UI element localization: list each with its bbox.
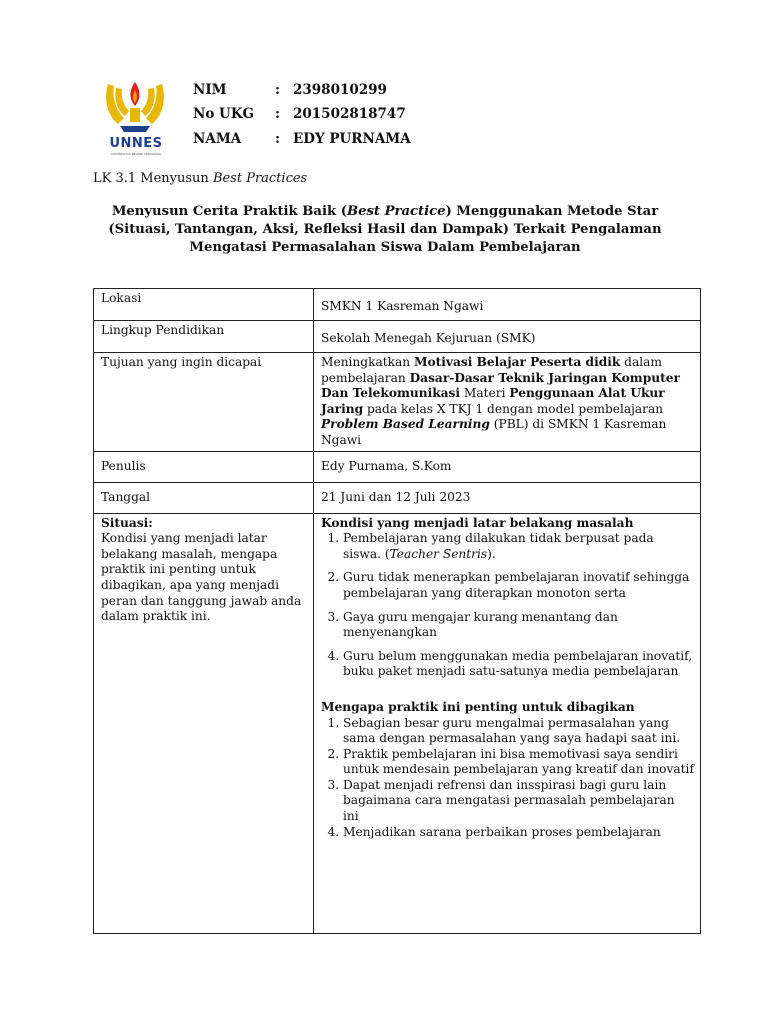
tujuan-value: Meningkatkan Motivasi Belajar Peserta didik dalam pembelajaran Dasar-Dasar Teknik Jaringan Komputer Dan Telekomunikasi Materi Penggunaan Alat Ukur Jaring pada kelas X TKJ 1 dengan model pembelajaran Problem Based Learning (PBL) di SMKN 1 Kasreman Ngawi [314,353,701,452]
nim-colon: : [275,82,280,98]
nim-label: NIM [193,82,227,98]
kondisi-list [321,531,694,680]
table-row [94,451,701,482]
kondisi-title: Kondisi yang menjadi latar belakang masalah [321,515,634,530]
nama-value: EDY PURNAMA [293,131,411,147]
nama-row [193,131,411,147]
document-title: Menyusun Cerita Praktik Baik (Best Practice) Menggunakan Metode Star (Situasi, Tantangan, Aksi, Refleksi Hasil dan Dampak) Terkait Pengalaman Mengatasi Permasalahan Siswa Dalam Pembelajaran [108,204,662,255]
situasi-title: Situasi: [101,515,153,530]
logo-wordmark: UNNES [109,136,163,151]
penulis-value: Edy Purnama, S.Kom [314,451,701,482]
tujuan-label: Tujuan yang ingin dicapai [94,353,314,452]
tanggal-value: 21 Juni dan 12 Juli 2023 [314,482,701,513]
list-item: 4. Menjadikan sarana perbaikan proses pembelajaran [343,825,694,841]
no-ukg-row [193,106,406,122]
penulis-label: Penulis [94,451,314,482]
situasi-label-cell [94,513,314,933]
lokasi-value: SMKN 1 Kasreman Ngawi [314,289,701,321]
nama-label: NAMA [193,131,242,147]
tanggal-label: Tanggal [94,482,314,513]
nim-row [193,82,387,98]
table-row [94,482,701,513]
list-item: 1. Sebagian besar guru mengalmai permasalahan yang sama dengan permasalahan yang saya hadapi saat ini. [343,716,694,747]
list-item: 2. Praktik pembelajaran ini bisa memotivasi saya sendiri untuk mendesain pembelajaran yang kreatif dan inovatif [343,747,694,778]
table-row [94,289,701,321]
star-table [93,288,701,934]
logo-subtext: UNIVERSITAS NEGERI SEMARANG [111,152,161,156]
no-ukg-value: 201502818747 [293,106,406,122]
table-row [94,321,701,353]
situasi-description: Kondisi yang menjadi latar belakang masalah, mengapa praktik ini penting untuk dibagikan, apa yang menjadi peran dan tanggung jawab anda dalam praktik ini. [101,531,302,624]
table-row [94,353,701,452]
lokasi-label: Lokasi [94,289,314,321]
list-item: 3. Dapat menjadi refrensi dan insspirasi bagi guru lain bagaimana cara mengatasi permasalah pembelajaran ini [343,778,694,825]
mengapa-title: Mengapa praktik ini penting untuk dibagikan [321,699,635,714]
lk-subtitle: LK 3.1 Menyusun Best Practices [93,171,308,186]
lingkup-value: Sekolah Menegah Kejuruan (SMK) [314,321,701,353]
list-item: 4. Guru belum menggunakan media pembelajaran inovatif, buku paket menjadi satu-satunya media pembelajaran [343,649,694,680]
lingkup-label: Lingkup Pendidikan [94,321,314,353]
list-item: 1. Pembelajaran yang dilakukan tidak berpusat pada siswa. (Teacher Sentris). [343,531,694,562]
table-row [94,513,701,933]
no-ukg-label: No UKG [193,106,255,122]
situasi-content-cell [314,513,701,933]
list-item: 2. Guru tidak menerapkan pembelajaran inovatif sehingga pembelajaran yang diterapkan monoton serta [343,570,694,601]
no-ukg-colon: : [275,106,280,122]
list-item: 3. Gaya guru mengajar kurang menantang dan menyenangkan [343,610,694,641]
nim-value: 2398010299 [293,82,387,98]
mengapa-list [321,716,694,841]
nama-colon: : [275,131,280,147]
